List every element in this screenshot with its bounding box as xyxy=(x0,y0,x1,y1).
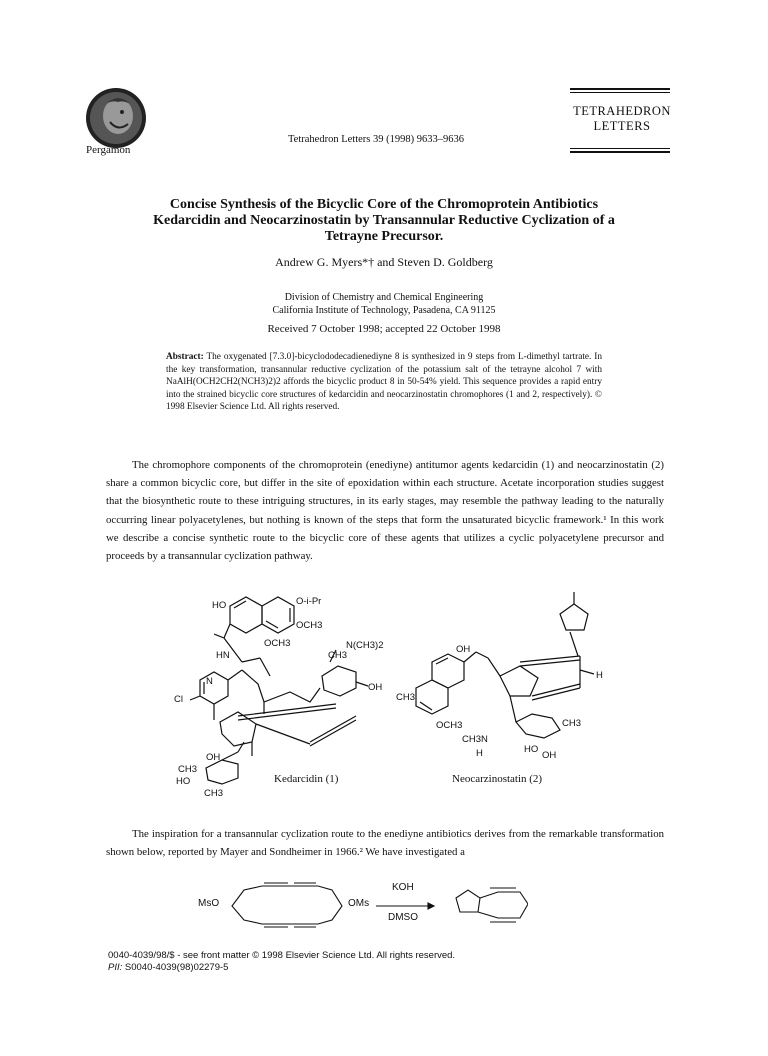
affiliation-line-2: California Institute of Technology, Pasadena, CA 91125 xyxy=(272,305,496,316)
n-label-h: H xyxy=(476,748,483,759)
k-label-och3-a: OCH3 xyxy=(296,620,323,631)
body-paragraph-1: The chromophore components of the chromoprotein (enediyne) antitumor agents kedarcidin (1) and neocarzinostatin (2) share a common bicyclic core, but differ in the site of epoxidation within each structure. Acetate incorporation studies suggest that the biosynthetic route to these intriguing structures, in its early stages, may resemble the pathway leading to the naturally occurring linear polyacetylenes, but nothing is known of the steps that form the unsaturated bicyclic framework.¹ In this work we describe a concise synthetic route to the bicyclic core of these agents that utilizes a cyclic polyacetylene precursor and proceeds by a transannular cyclization pathway. xyxy=(106,459,664,563)
pii-label: PII: xyxy=(108,962,123,973)
k-label-ch3-c: CH3 xyxy=(204,788,224,799)
publisher-logo xyxy=(84,86,148,150)
journal-brand xyxy=(568,104,676,134)
k-label-n: N xyxy=(206,676,213,687)
k-label-cl: Cl xyxy=(174,694,183,705)
footer-line-1: 0040-4039/98/$ - see front matter © 1998 Elsevier Science Ltd. All rights reserved. xyxy=(108,950,456,961)
reagent-koh: KOH xyxy=(392,882,414,893)
brand-line-1: TETRAHEDRON xyxy=(573,104,671,118)
n-label-oh-b: OH xyxy=(542,750,557,761)
abstract-label: Abstract: xyxy=(166,352,204,362)
n-label-ch3-b: CH3 xyxy=(562,718,582,729)
reaction-scheme xyxy=(198,874,528,930)
n-label-h-b: H xyxy=(596,670,603,681)
affiliation-line-1: Division of Chemistry and Chemical Engineering xyxy=(284,292,484,303)
brand-rule-top xyxy=(570,88,670,94)
n-label-ch3-a: CH3 xyxy=(396,692,416,703)
caption-neocarzinostatin: Neocarzinostatin (2) xyxy=(452,773,543,785)
affiliation xyxy=(96,291,672,317)
k-label-och3-b: OCH3 xyxy=(264,638,291,649)
authors: Andrew G. Myers*† and Steven D. Goldberg xyxy=(275,255,493,269)
caption-kedarcidin: Kedarcidin (1) xyxy=(274,773,339,785)
n-label-och3: OCH3 xyxy=(436,720,463,731)
reagent-dmso: DMSO xyxy=(388,912,418,923)
brand-rule-bottom xyxy=(570,148,670,154)
received-dates: Received 7 October 1998; accepted 22 October 1998 xyxy=(267,323,501,335)
k-label-ho: HO xyxy=(212,600,227,611)
leaving-group-right: OMs xyxy=(348,898,370,909)
structures-figure xyxy=(160,592,610,804)
article-title xyxy=(96,197,672,245)
neocarzinostatin-structure xyxy=(416,592,594,738)
title-line-2: Kedarcidin and Neocarzinostatin by Transannular Reductive Cyclization of a xyxy=(153,213,615,228)
abstract xyxy=(166,351,602,414)
k-label-hn: HN xyxy=(216,650,230,661)
brand-line-2: LETTERS xyxy=(593,119,651,133)
k-label-nme2: N(CH3)2 xyxy=(346,640,384,651)
title-line-3: Tetrayne Precursor. xyxy=(324,229,444,244)
n-label-oh: OH xyxy=(456,644,471,655)
publisher-name: Pergamon xyxy=(86,144,131,156)
k-label-oh-a: OH xyxy=(368,682,383,693)
n-label-ho: HO xyxy=(524,744,539,755)
k-label-ch3-a: CH3 xyxy=(328,650,348,661)
footer-pii xyxy=(108,962,455,974)
body-paragraph-2: The inspiration for a transannular cyclization route to the enediyne antibiotics derives from the remarkable transformation shown below, reported by Mayer and Sondheimer in 1966.² We have investigated a xyxy=(106,828,664,859)
k-label-oipr: O-i-Pr xyxy=(296,596,322,607)
pii-value: S0040-4039(98)02279-5 xyxy=(124,962,229,973)
journal-reference: Tetrahedron Letters 39 (1998) 9633–9636 xyxy=(288,134,464,145)
leaving-group-left: MsO xyxy=(198,898,220,909)
title-line-1: Concise Synthesis of the Bicyclic Core of the Chromoprotein Antibiotics xyxy=(169,197,599,212)
abstract-text: The oxygenated [7.3.0]-bicyclododecadienediyne 8 is synthesized in 9 steps from L-dimethyl tartrate. In the key transformation, transannular reductive cyclization of the potassium salt of the tetrayne alcohol 7 with NaAlH(OCH2CH2(NCH3)2)2 affords the bicyclic product 8 in 50-54% yield. This sequence provides a rapid entry into the strained bicyclic core structures of kedarcidin and neocarzinostatin chromophores (1 and 2, respectively). © 1998 Elsevier Science Ltd. All rights reserved. xyxy=(166,352,603,412)
k-label-oh-b: OH xyxy=(206,752,221,763)
k-label-ch3-b: CH3 xyxy=(178,764,198,775)
n-label-ch3n: CH3N xyxy=(462,734,488,745)
k-label-ho-b: HO xyxy=(176,776,191,787)
copyright-footer xyxy=(108,950,455,974)
